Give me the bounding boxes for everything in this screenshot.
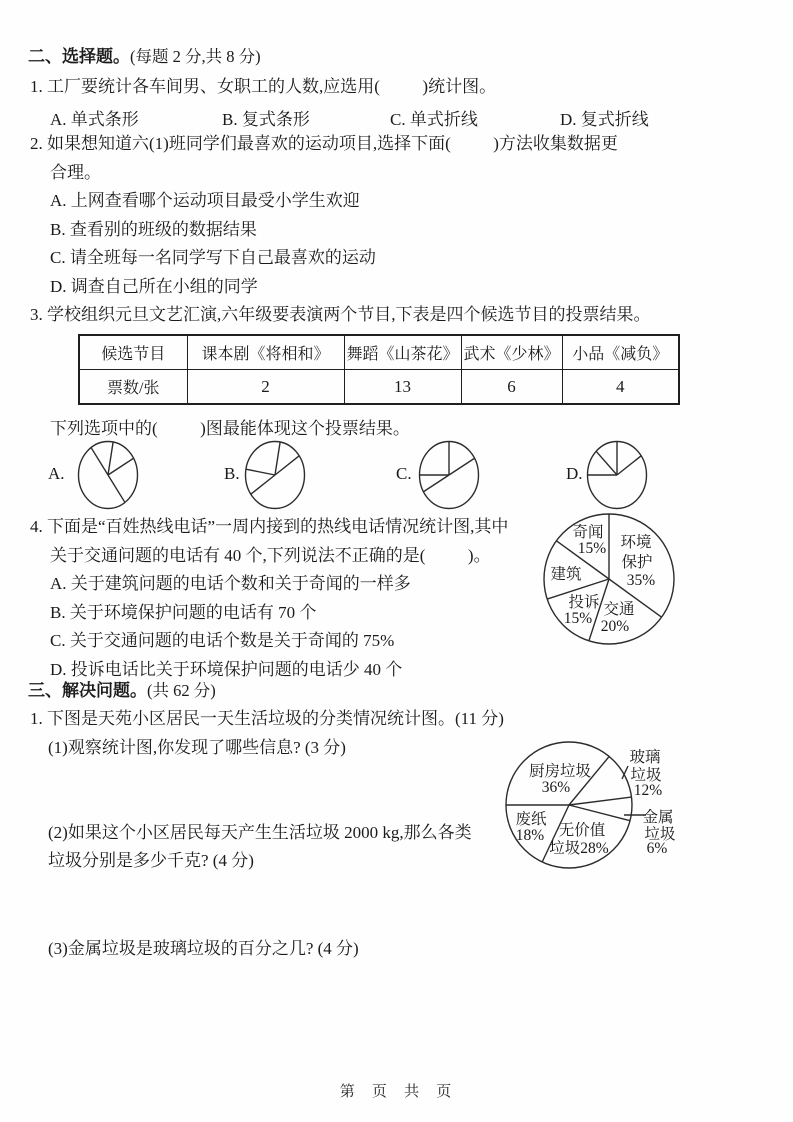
- q2-text-line2: 合理。: [50, 163, 101, 182]
- q4-option-c: C. 关于交通问题的电话个数是关于奇闻的 75%: [50, 631, 395, 650]
- garbage-label-boli2: 垃圾: [630, 767, 662, 784]
- q4-text-line1: 4. 下面是“百姓热线电话”一周内接到的热线电话情况统计图,其中: [30, 517, 509, 536]
- q1-option-a: A. 单式条形: [50, 110, 139, 129]
- q2-option-d: D. 调查自己所在小组的同学: [50, 277, 258, 296]
- header-cell-drama: 课本剧《将相和》: [187, 335, 344, 370]
- q4-text-line2: 关于交通问题的电话有 40 个,下列说法不正确的是( )。: [50, 546, 491, 565]
- table-header-row: [79, 335, 679, 370]
- hotline-label-huanjing1: 环境: [620, 534, 652, 551]
- hotline-label-jiaotong: 交通: [603, 601, 635, 618]
- page-footer: 第 页 共 页: [339, 1083, 454, 1100]
- cell-votes-wushu: 6: [461, 370, 562, 405]
- solve-q1-sub1: (1)观察统计图,你发现了哪些信息? (3 分): [48, 738, 346, 757]
- section-choice-title: 二、选择题。: [28, 47, 130, 66]
- hotline-label-qiwen: 奇闻: [572, 524, 604, 541]
- hotline-label-huanjing-pct: 35%: [626, 572, 656, 589]
- solve-q1-sub2-line1: (2)如果这个小区居民每天产生生活垃圾 2000 kg,那么各类: [48, 823, 472, 842]
- hotline-label-huanjing2: 保护: [621, 554, 653, 571]
- q1-option-c: C. 单式折线: [390, 110, 478, 129]
- pie-option-c-chart: [418, 440, 480, 510]
- pie-option-d-chart: [586, 440, 648, 510]
- garbage-label-boli1: 玻璃: [629, 749, 661, 766]
- section-choice-note: (每题 2 分,共 8 分): [130, 47, 261, 66]
- q1-text: 1. 工厂要统计各车间男、女职工的人数,应选用( )统计图。: [30, 77, 497, 96]
- section-choice-heading: [28, 46, 261, 68]
- hotline-label-jianzhu: 建筑: [550, 566, 582, 583]
- header-cell-dance: 舞蹈《山茶花》: [344, 335, 461, 370]
- garbage-label-feizhi-pct: 18%: [515, 827, 545, 844]
- garbage-label-chufang-pct: 36%: [541, 779, 571, 796]
- solve-q1-text: 1. 下图是天苑小区居民一天生活垃圾的分类情况统计图。(11 分): [30, 709, 504, 728]
- q2-option-c: C. 请全班每一名同学写下自己最喜欢的运动: [50, 248, 376, 267]
- q2-option-b: B. 查看别的班级的数据结果: [50, 220, 257, 239]
- header-cell-wushu: 武术《少林》: [461, 335, 562, 370]
- q3-text: 3. 学校组织元旦文艺汇演,六年级要表演两个节目,下表是四个候选节目的投票结果。: [30, 305, 651, 324]
- cell-votes-label: 票数/张: [79, 370, 187, 405]
- pie-option-label-c: C.: [396, 464, 412, 483]
- header-cell-category: 候选节目: [79, 335, 187, 370]
- q3-followup: 下列选项中的( )图最能体现这个投票结果。: [50, 419, 410, 438]
- section-solve-heading: [28, 680, 216, 702]
- pie-option-a-chart: [77, 440, 139, 510]
- table-data-row: [79, 370, 679, 405]
- solve-q1-sub3: (3)金属垃圾是玻璃垃圾的百分之几? (4 分): [48, 939, 359, 958]
- garbage-label-jinshu2: 垃圾: [644, 826, 676, 843]
- hotline-label-tousu: 投诉: [568, 594, 600, 611]
- q4-option-a: A. 关于建筑问题的电话个数和关于奇闻的一样多: [50, 574, 411, 593]
- section-solve-title: 三、解决问题。: [28, 681, 147, 700]
- q2-text-line1: 2. 如果想知道六(1)班同学们最喜欢的运动项目,选择下面( )方法收集数据更: [30, 134, 618, 153]
- pie-option-label-d: D.: [566, 464, 583, 483]
- cell-votes-sketch: 4: [562, 370, 679, 405]
- q4-option-b: B. 关于环境保护问题的电话有 70 个: [50, 603, 317, 622]
- garbage-label-jinshu1: 金属: [642, 809, 674, 826]
- hotline-label-jiaotong-pct: 20%: [600, 618, 630, 635]
- pie-option-label-b: B.: [224, 464, 240, 483]
- garbage-label-feizhi: 废纸: [515, 811, 547, 828]
- garbage-label-wujiazhi2: 垃圾28%: [549, 840, 609, 857]
- vote-result-table: [78, 334, 680, 405]
- garbage-label-chufang: 厨房垃圾: [528, 763, 592, 780]
- pie-option-label-a: A.: [48, 464, 65, 483]
- hotline-label-qiwen-pct: 15%: [577, 540, 607, 557]
- q1-option-b: B. 复式条形: [222, 110, 310, 129]
- q2-option-a: A. 上网查看哪个运动项目最受小学生欢迎: [50, 191, 360, 210]
- hotline-label-tousu-pct: 15%: [563, 610, 593, 627]
- q4-option-d: D. 投诉电话比关于环境保护问题的电话少 40 个: [50, 660, 403, 679]
- pie-option-b-chart: [244, 440, 306, 510]
- garbage-label-jinshu-pct: 6%: [646, 840, 668, 857]
- section-solve-note: (共 62 分): [147, 681, 216, 700]
- cell-votes-dance: 13: [344, 370, 461, 405]
- solve-q1-sub2-line2: 垃圾分别是多少千克? (4 分): [48, 851, 254, 870]
- header-cell-sketch: 小品《减负》: [562, 335, 679, 370]
- garbage-label-boli-pct: 12%: [633, 782, 663, 799]
- q1-option-d: D. 复式折线: [560, 110, 649, 129]
- garbage-label-wujiazhi1: 无价值: [558, 822, 606, 839]
- cell-votes-drama: 2: [187, 370, 344, 405]
